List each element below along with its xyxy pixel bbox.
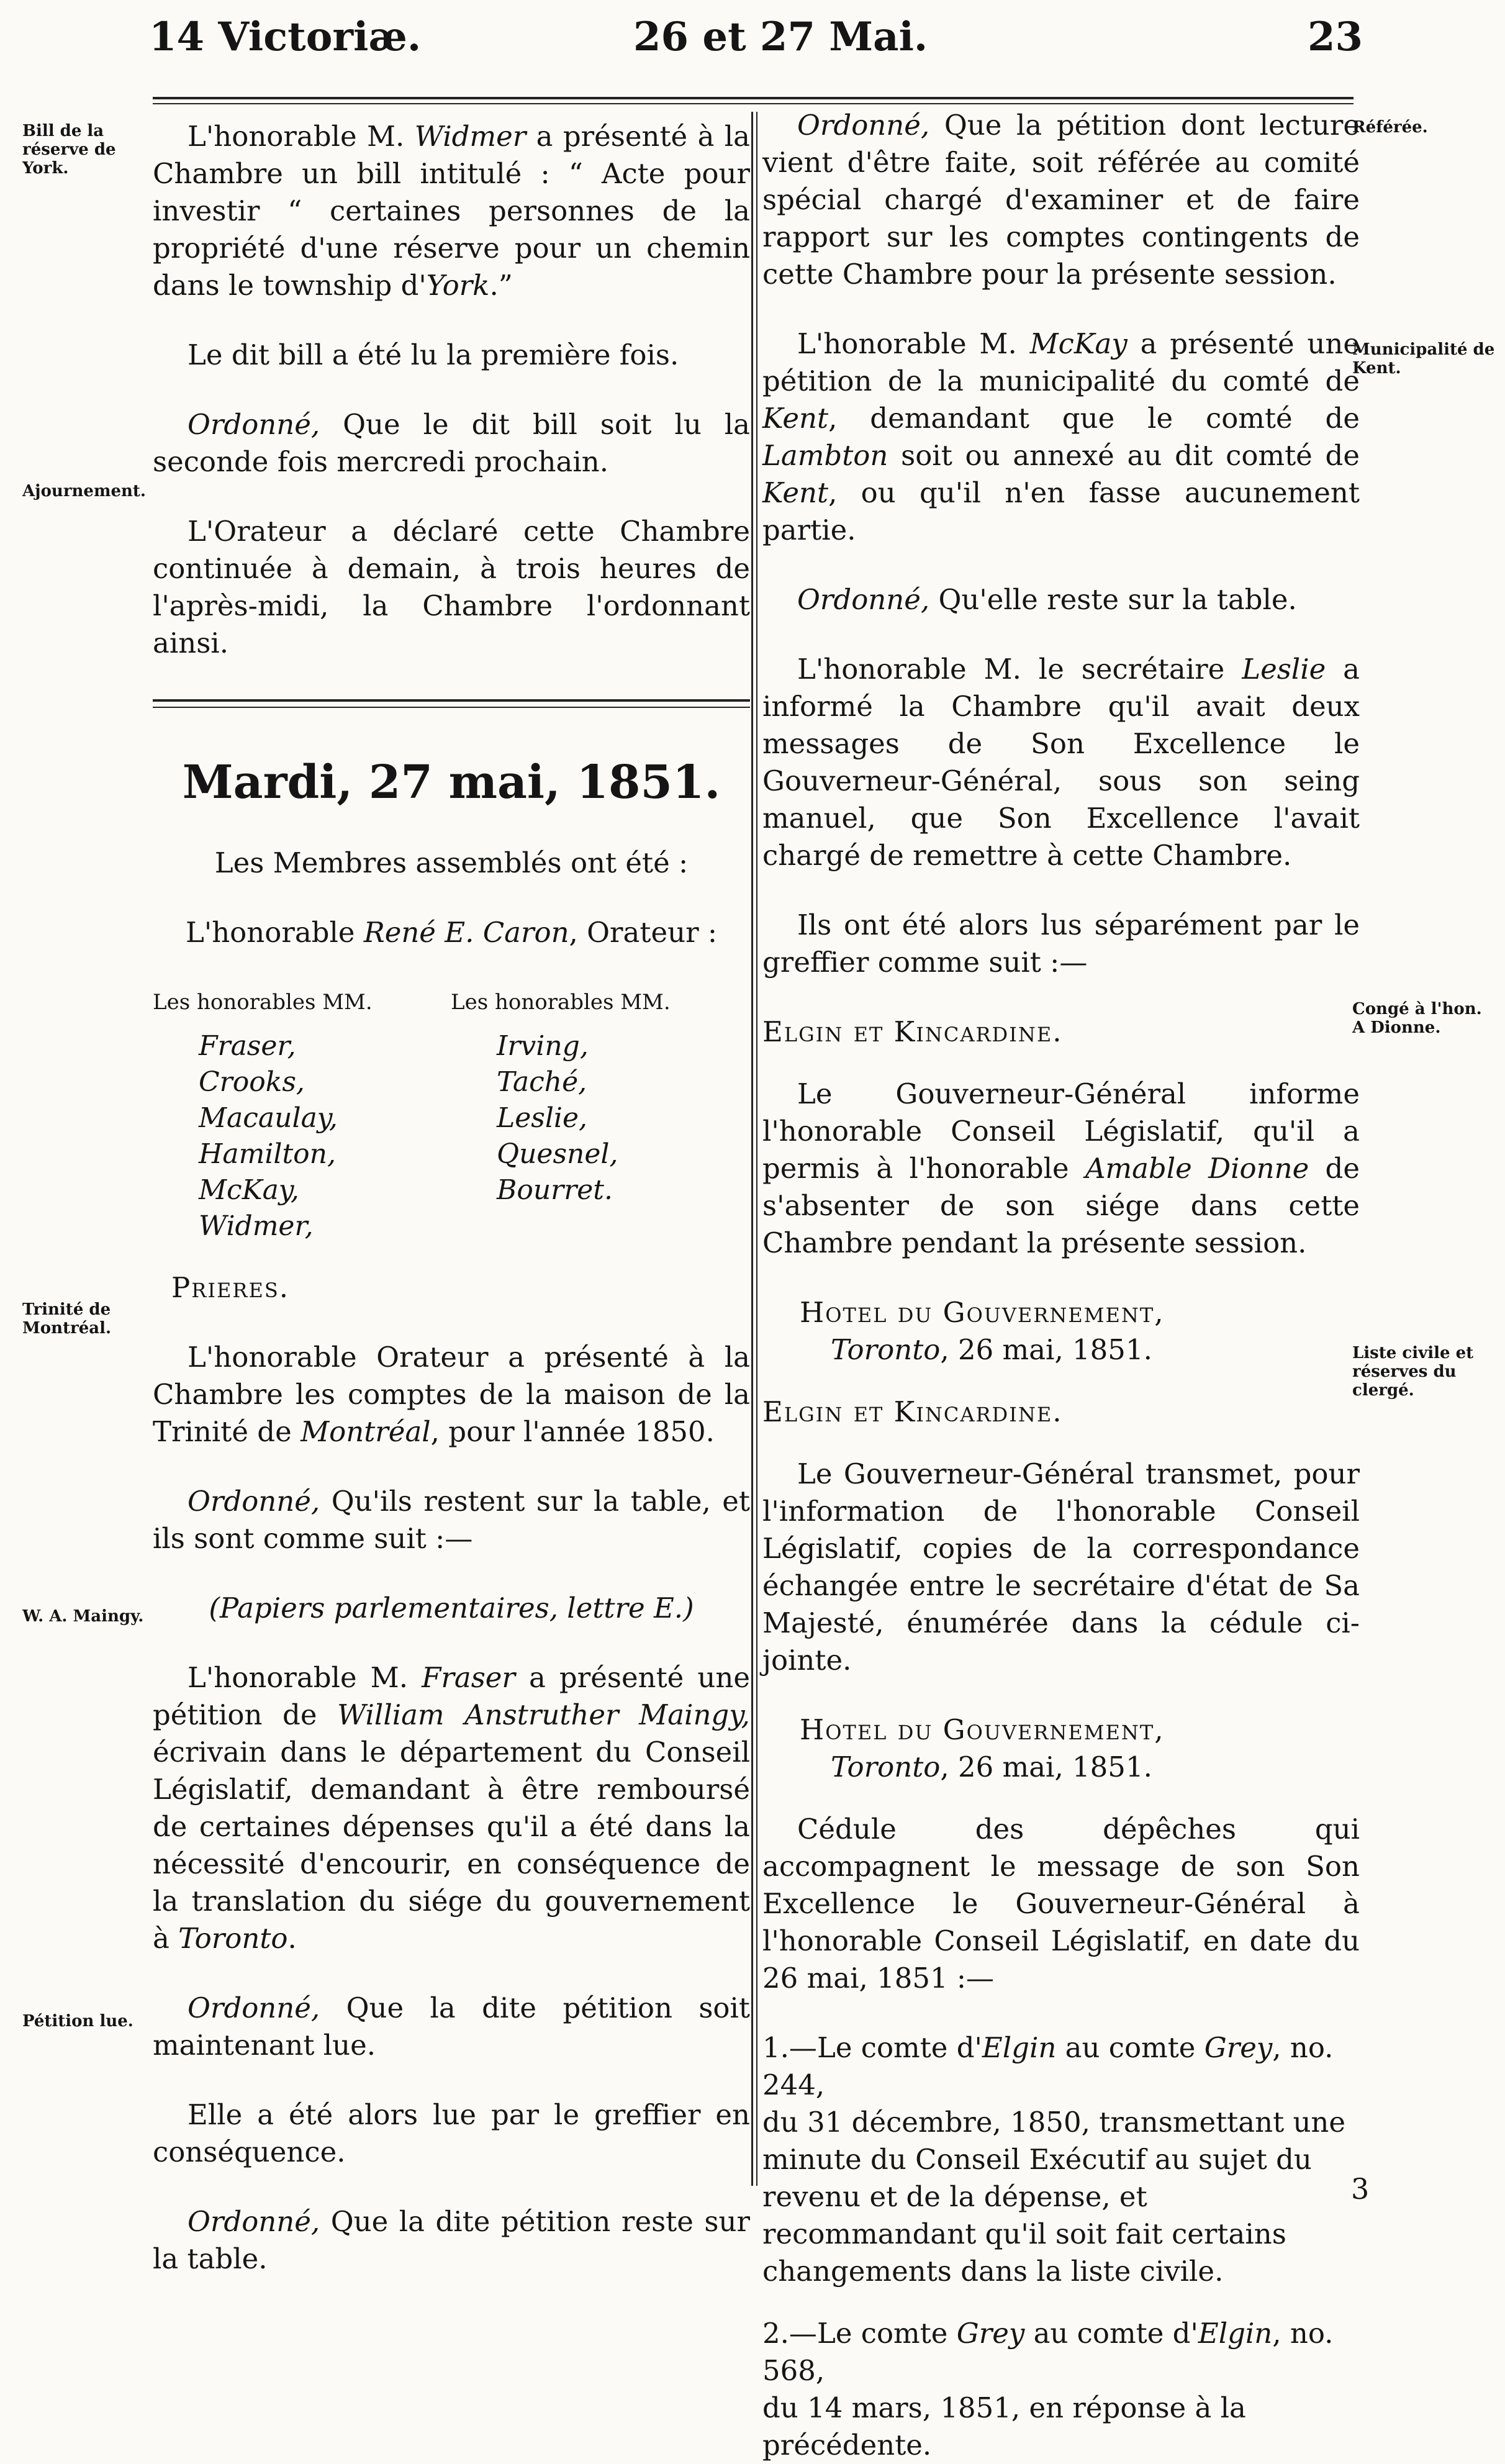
page-number: 23	[1308, 14, 1363, 60]
paragraph-dionne-leave: Le Gouverneur-Général informe l'honorable Conseil Législatif, qu'il a permis à l'honorable Amable Dionne de s'absenter de son siége dans cette Chambre pendant la présente session.	[762, 1077, 1360, 1259]
date-1: Toronto, 26 mai, 1851.	[831, 1333, 1152, 1366]
paragraph-petition-read: Elle a été alors lue par le greffier en conséquence.	[153, 2098, 750, 2168]
paragraph-accounts-table: Ordonné, Qu'ils restent sur la table, et ils sont comme suit :—	[153, 1485, 750, 1555]
dispatch-item-1	[762, 2029, 1360, 2290]
members-assembled: Les Membres assemblés ont été :	[214, 846, 689, 879]
paragraph-petition-read-order: Ordonné, Que la dite pétition soit maintenant lue.	[153, 1991, 750, 2062]
margin-note-maingy: W. A. Maingy.	[22, 1607, 144, 1626]
margin-note-referee: Référée.	[1352, 118, 1428, 137]
papers-reference: (Papiers parlementaires, lettre E.)	[209, 1592, 694, 1624]
paragraph-bill-widmer: L'honorable M. Widmer a présenté à la Chambre un bill intitulé : “ Acte pour investir “ certaines personnes de la propriété d'une réserve pour un chemin dans le township d'York.”	[153, 120, 751, 302]
member-name: Leslie,	[497, 1102, 588, 1134]
section-rule	[153, 699, 750, 708]
member-name: Hamilton,	[199, 1138, 336, 1170]
members-column-2	[451, 984, 749, 1244]
header-rule-thin	[153, 103, 1354, 104]
margin-note-conge: Congé à l'hon. A Dionne.	[1352, 1000, 1482, 1037]
member-name: Fraser,	[199, 1030, 296, 1062]
margin-note-trinite: Trinité de Montréal.	[22, 1300, 112, 1338]
paragraph-trinite-accounts: L'honorable Orateur a présenté à la Chambre les comptes de la maison de la Trinité de Montréal, pour l'année 1850.	[153, 1341, 750, 1448]
prayers-heading: Prieres.	[171, 1271, 290, 1304]
date-2: Toronto, 26 mai, 1851.	[831, 1751, 1152, 1783]
members-column-1	[153, 984, 451, 1244]
dispatch-item-2-body: du 14 mars, 1851, en réponse à la précédente.	[762, 2391, 1246, 2462]
margin-note-liste-civile: Liste civile et réserves du clergé.	[1352, 1344, 1474, 1400]
paragraph-petition-table: Ordonné, Que la dite pétition reste sur la table.	[153, 2205, 750, 2275]
member-name: Widmer,	[199, 1210, 314, 1242]
margin-note-petition-lue: Pétition lue.	[22, 2012, 133, 2031]
dateline-2	[800, 1711, 1360, 1786]
member-name: Quesnel,	[497, 1138, 618, 1170]
column-divider-thin	[756, 112, 757, 2186]
government-house-1: Hotel du Gouvernement,	[800, 1296, 1165, 1329]
paragraph-second-reading: Ordonné, Que le dit bill soit lu la seconde fois mercredi prochain.	[153, 408, 750, 478]
paragraph-referred: Ordonné, Que la pétition dont lecture vient d'être faite, soit référée au comité spécial chargé d'examiner et de faire rapport sur les comptes contingents de cette Chambre pour la présente session.	[762, 109, 1360, 291]
column-divider	[751, 112, 753, 2186]
signature-elgin-1: Elgin et Kincardine.	[762, 1015, 1063, 1048]
dispatch-item-1-head: 1.—Le comte d'Elgin au comte Grey, no. 244,	[762, 2031, 1334, 2101]
member-name: McKay,	[199, 1174, 299, 1206]
paragraph-kent-petition: L'honorable M. McKay a présenté une pétition de la municipalité du comté de Kent, demandant que le comté de Lambton soit ou annexé au dit comté de Kent, ou qu'il n'en fasse aucunement partie.	[762, 327, 1360, 546]
dateline-1	[800, 1294, 1360, 1369]
dispatch-item-2	[762, 2315, 1360, 2464]
member-name: Irving,	[497, 1030, 589, 1062]
paragraph-leslie-messages: L'honorable M. le secrétaire Leslie a informé la Chambre qu'il avait deux messages de Son Excellence le Gouverneur-Général, sous son seing manuel, que Son Excellence l'avait chargé de remettre à cette Chambre.	[762, 653, 1360, 872]
signature-elgin-2: Elgin et Kincardine.	[762, 1395, 1063, 1428]
members-head: Les honorables MM.	[451, 990, 671, 1015]
paragraph-maingy-petition: L'honorable M. Fraser a présenté une pétition de William Anstruther Maingy, écrivain dans le département du Conseil Législatif, demandant à être remboursé de certaines dépenses qu'il a été dans la nécessité d'encourir, en conséquence de la translation du siége du gouvernement à Toronto.	[153, 1661, 750, 1955]
margin-note-ajournement: Ajournement.	[22, 482, 146, 500]
right-column	[762, 107, 1360, 2464]
header-dates: 26 et 27 Mai.	[633, 14, 928, 60]
day-title: Mardi, 27 mai, 1851.	[182, 756, 721, 809]
paragraph-kent-table: Ordonné, Qu'elle reste sur la table.	[797, 583, 1297, 616]
member-name: Taché,	[497, 1066, 587, 1098]
paragraph-correspondence: Le Gouverneur-Général transmet, pour l'information de l'honorable Conseil Législatif, copies de la correspondance échangée entre le secrétaire d'état de Sa Majesté, énumérée dans la cédule ci-jointe.	[762, 1457, 1360, 1677]
signature-mark: 3	[1351, 2172, 1370, 2206]
member-name: Bourret.	[497, 1174, 613, 1206]
header-rule	[153, 97, 1354, 99]
left-column	[153, 118, 750, 2310]
paragraph-first-reading: Le dit bill a été lu la première fois.	[188, 338, 679, 371]
members-head: Les honorables MM.	[153, 990, 373, 1015]
paragraph-adjournment: L'Orateur a déclaré cette Chambre continuée à demain, à trois heures de l'après-midi, la Chambre l'ordonnant ainsi.	[153, 515, 750, 659]
paragraph-schedule: Cédule des dépêches qui accompagnent le message de son Son Excellence le Gouverneur-Général à l'honorable Conseil Législatif, en date du 26 mai, 1851 :—	[762, 1813, 1360, 1995]
paragraph-read-separately: Ils ont été alors lus séparément par le greffier comme suit :—	[762, 908, 1360, 979]
member-name: Crooks,	[199, 1066, 305, 1098]
members-list	[153, 984, 750, 1244]
government-house-2: Hotel du Gouvernement,	[800, 1713, 1165, 1746]
dispatch-item-2-head: 2.—Le comte Grey au comte d'Elgin, no. 568,	[762, 2317, 1334, 2387]
orateur-line: L'honorable René E. Caron, Orateur :	[185, 916, 718, 949]
margin-note-bill-reserve: Bill de la réserve de York.	[22, 122, 116, 178]
dispatch-item-1-body: du 31 décembre, 1850, transmettant une minute du Conseil Exécutif au sujet du revenu et de la dépense, et recommandant qu'il soit fait certains changements dans la liste civile.	[762, 2106, 1346, 2288]
member-name: Macaulay,	[199, 1102, 338, 1134]
margin-note-kent: Municipalité de Kent.	[1352, 340, 1495, 378]
header-regnal-year: 14 Victoriæ.	[149, 14, 422, 60]
